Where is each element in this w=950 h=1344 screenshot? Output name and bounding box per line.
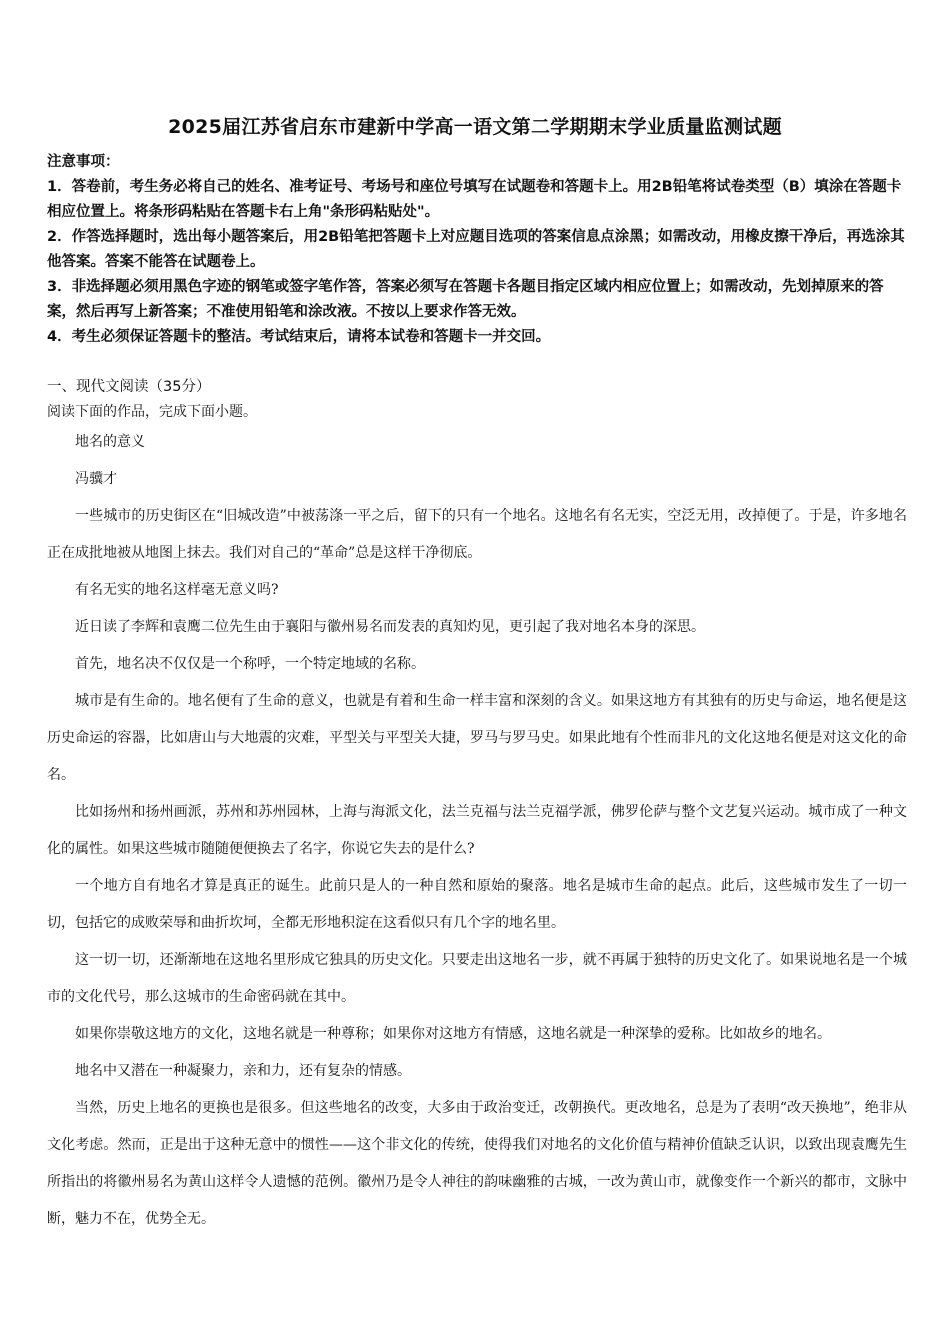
- paragraph: 城市是有生命的。地名便有了生命的意义，也就是有着和生命一样丰富和深刻的含义。如果这地方有其独有的历史与命运，地名便是这历史命运的容器，比如唐山与大地震的灾难，平型关与平型关大捷，罗马与罗马史。如果此地有个性而非凡的文化这地名便是对这文化的命名。: [47, 693, 907, 783]
- paragraph: 一些城市的历史街区在“旧城改造”中被荡涤一平之后，留下的只有一个地名。这地名有名无实，空泛无用，改掉便了。于是，许多地名正在成批地被从地图上抹去。我们对自己的“革命”总是这样干净彻底。: [47, 508, 907, 561]
- notice-heading: 注意事项：: [47, 154, 120, 170]
- paragraph: 有名无实的地名这样毫无意义吗?: [75, 582, 279, 598]
- paragraph: 地名中又潜在一种凝聚力，亲和力，还有复杂的情感。: [75, 1063, 411, 1079]
- notice-item-1: 1．答卷前，考生务必将自己的姓名、准考证号、考场号和座位号填写在试题卷和答题卡上。用2B铅笔将试卷类型（B）填涂在答题卡相应位置上。将条形码粘贴在答题卡右上角"条形码粘贴处"。: [47, 179, 902, 220]
- page-title: 2025届江苏省启东市建新中学高一语文第二学期期末学业质量监测试题: [168, 116, 782, 138]
- notice-item-3: 3．非选择题必须用黑色字迹的钢笔或签字笔作答，答案必须写在答题卡各题目指定区域内相应位置上；如需改动，先划掉原来的答案，然后再写上新答案；不准使用铅笔和涂改液。不按以上要求作答无效。: [47, 279, 884, 320]
- notice-item-4: 4．考生必须保证答题卡的整洁。考试结束后，请将本试卷和答题卡一并交回。: [47, 329, 551, 345]
- paragraph: 首先，地名决不仅仅是一个称呼，一个特定地域的名称。: [75, 656, 425, 672]
- paragraph: 当然，历史上地名的更换也是很多。但这些地名的改变，大多由于政治变迁，改朝换代。更改地名，总是为了表明“改天换地”，绝非从文化考虑。然而，正是出于这种无意中的惯性——这个非文化的传统，使得我们对地名的文化价值与精神价值缺乏认识，以致出现袁鹰先生所指出的将徽州易名为黄山这样令人遗憾的范例。徽州乃是令人神往的韵味幽雅的古城，一改为黄山市，就像变作一个新兴的都市，文脉中断，魅力不在，优势全无。: [47, 1100, 907, 1227]
- paragraph: 这一切一切，还渐渐地在这地名里形成它独具的历史文化。只要走出这地名一步，就不再属于独特的历史文化了。如果说地名是一个城市的文化代号，那么这城市的生命密码就在其中。: [47, 952, 907, 1005]
- article-author: 冯骥才: [75, 471, 117, 487]
- section-instruction: 阅读下面的作品，完成下面小题。: [47, 404, 257, 420]
- article-body: [47, 424, 907, 1238]
- paragraph: 比如扬州和扬州画派，苏州和苏州园林，上海与海派文化，法兰克福与法兰克福学派，佛罗伦萨与整个文艺复兴运动。城市成了一种文化的属性。如果这些城市随随便便换去了名字，你说它失去的是什么?: [47, 804, 907, 857]
- paragraph: 如果你崇敬这地方的文化，这地名就是一种尊称；如果你对这地方有情感，这地名就是一种深挚的爱称。比如故乡的地名。: [75, 1026, 831, 1042]
- article-title: 地名的意义: [75, 434, 145, 450]
- section-heading: 一、现代文阅读（35分）: [47, 379, 211, 395]
- notice-item-2: 2．作答选择题时，选出每小题答案后，用2B铅笔把答题卡上对应题目选项的答案信息点涂黑；如需改动，用橡皮擦干净后，再选涂其他答案。答案不能答在试题卷上。: [47, 229, 905, 270]
- paragraph: 一个地方自有地名才算是真正的诞生。此前只是人的一种自然和原始的聚落。地名是城市生命的起点。此后，这些城市发生了一切一切，包括它的成败荣辱和曲折坎坷，全都无形地积淀在这看似只有几个字的地名里。: [47, 878, 907, 931]
- notice-block: [47, 150, 907, 350]
- paragraph: 近日读了李辉和袁鹰二位先生由于襄阳与徽州易名而发表的真知灼见，更引起了我对地名本身的深思。: [75, 619, 705, 635]
